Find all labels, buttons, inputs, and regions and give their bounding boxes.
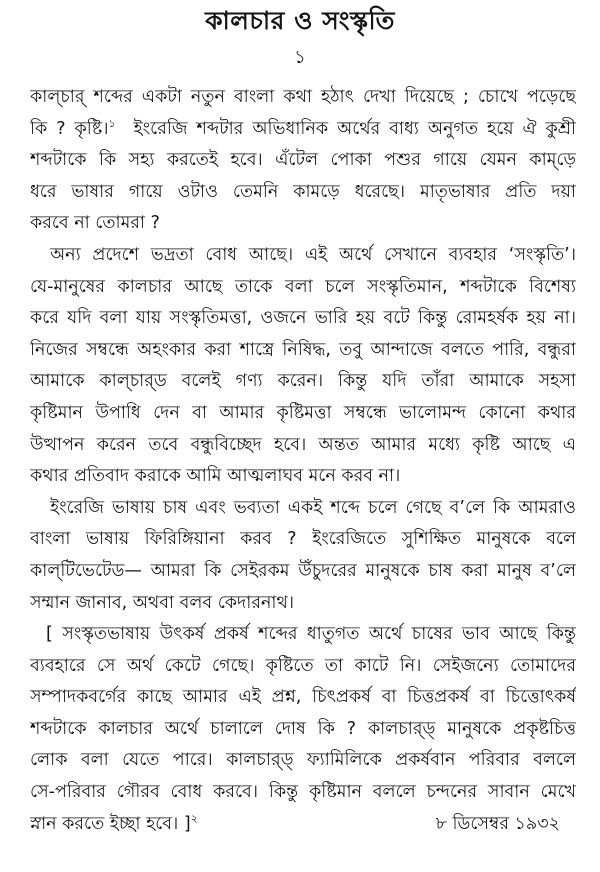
- closing-line: [30, 809, 576, 841]
- text-line: নিজের সম্বন্ধে অহংকার করা শাস্ত্রে নিষিদ্ধ, তবু আন্দাজে বলতে পারি, বন্ধুরা: [30, 339, 576, 360]
- text-fragment: ইংরেজি শব্দটার অভিধানিক অর্থের বাধ্য অনুগত হয়ে ঐ কুশ্রী: [133, 118, 576, 139]
- text-line: [ সংস্কৃতভাষায় উৎকর্ষ প্রকর্ষ শব্দের ধাতুগত অর্থে চাষের ভাব আছে কিন্তু: [46, 624, 576, 645]
- text-line: কাল্‌টিভেটেড— আমরা কি সেইরকম উঁচুদরের মানুষকে চাষ করা মানুষ ব’লে: [30, 560, 576, 581]
- date-stamp: ৮ ডিসেম্বর ১৯৩২: [435, 813, 560, 834]
- text-line: সে-পরিবার গৌরব বোধ করবে। কিন্তু কৃষ্টিমান বললে চন্দনের সাবান মেখে: [30, 782, 576, 803]
- footnote-marker: ১: [108, 116, 116, 130]
- text-line: সম্মান জানাব, অথবা বলব কেদারনাথ।: [30, 592, 295, 613]
- text-line: সম্পাদকবর্গের কাছে আমার এই প্রশ্ন, চিৎপ্রকর্ষ বা চিত্তপ্রকর্ষ বা চিত্তোৎকর্ষ: [30, 687, 576, 708]
- text-fragment: [30, 809, 198, 841]
- text-line: অন্য প্রদেশে ভদ্রতা বোধ আছে। এই অর্থে সেখানে ব্যবহার ‘সংস্কৃতি’।: [50, 244, 576, 265]
- text-line: কৃষ্টিমান উপাধি দেন বা আমার কৃষ্টিমত্তা সম্বন্ধে ভালোমন্দ কোনো কথার: [30, 402, 576, 423]
- text-line: লোক বলা যেতে পারে। কালচার্‌ড্‌ ফ্যামিলিকে প্রকর্ষবান পরিবার বললে: [30, 750, 576, 771]
- page-title: কালচার ও সংস্কৃতি: [205, 6, 395, 35]
- section-number: ১: [294, 47, 306, 68]
- text-fragment: স্নান করতে ইচ্ছা হবে। ]: [30, 813, 191, 834]
- text-fragment: কি ? কৃষ্টি।: [30, 118, 109, 139]
- text-line: বাংলা ভাষায় ফিরিঙ্গিয়ানা করব ? ইংরেজিতে সুশিক্ষিত মানুষকে বলে: [30, 529, 576, 550]
- footnote-marker: ২: [190, 811, 198, 825]
- text-line: উত্থাপন করেন তবে বন্ধুবিচ্ছেদ হবে। অন্তত আমার মধ্যে কৃষ্টি আছে এ: [30, 434, 576, 455]
- text-line: কাল্‌চার্‌ শব্দের একটা নতুন বাংলা কথা হঠাৎ দেখা দিয়েছে ; চোখে পড়েছে: [30, 87, 576, 107]
- text-line: করে যদি বলা যায় সংস্কৃতিমত্তা, ওজনে ভারি হয় বটে কিন্তু রোমহর্ষক হয় না।: [30, 308, 576, 329]
- text-line: করবে না তোমরা ?: [30, 213, 160, 234]
- text-line: শব্দটাকে কালচার অর্থে চালালে দোষ কি ? কালচার্‌ড্‌ মানুষকে প্রকৃষ্টচিত্ত: [30, 718, 576, 739]
- text-line: শব্দটাকে কি সহ্য করতেই হবে। এঁটেল পোকা পশুর গায়ে যেমন কাম্‌ড়ে: [30, 150, 576, 171]
- text-line: যে-মানুষের কালচার আছে তাকে বলা চলে সংস্কৃতিমান, শব্দটাকে বিশেষ্য: [30, 276, 576, 297]
- text-line: ইংরেজি ভাষায় চাষ এবং ভব্যতা একই শব্দে চলে গেছে ব’লে কি আমরাও: [50, 497, 576, 518]
- text-line: [30, 114, 576, 146]
- text-line: আমাকে কাল্‌চার্‌ড বলেই গণ্য করেন। কিন্তু যদি তাঁরা আমাকে সহসা: [30, 371, 576, 392]
- text-line: ধরে ভাষার গায়ে ওটাও তেমনি কামড়ে ধরেছে। মাতৃভাষার প্রতি দয়া: [30, 181, 576, 202]
- document-body: [30, 82, 576, 840]
- text-line: কথার প্রতিবাদ করাকে আমি আত্মলাঘব মনে করব না।: [30, 466, 401, 487]
- text-line: ব্যবহারে সে অর্থ কেটে গেছে। কৃষ্টিতে তা কাটে নি। সেইজন্যে তোমাদের: [30, 655, 576, 676]
